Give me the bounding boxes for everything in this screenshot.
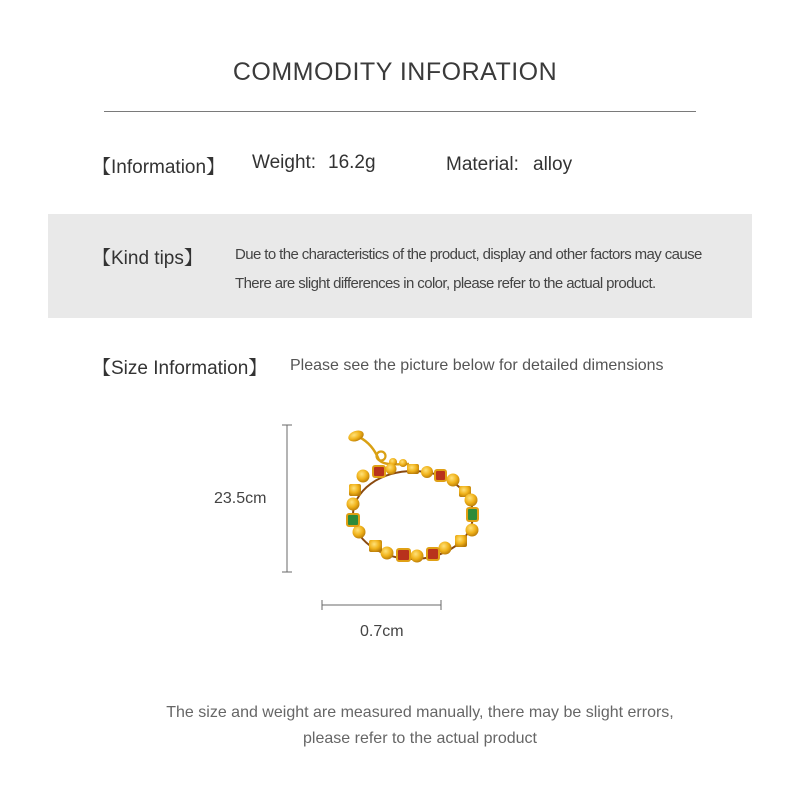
bracelet-clasp — [347, 429, 365, 444]
footer-line-2: please refer to the actual product — [303, 730, 537, 747]
bracelet-chain-link — [399, 459, 407, 467]
weight-label: Weight: — [252, 152, 317, 173]
material-value: alloy — [533, 154, 573, 175]
weight-value: 16.2g — [328, 152, 376, 173]
size-information-label: 【Size Information】 — [92, 358, 268, 379]
bracelet-image — [335, 420, 495, 580]
kind-tips-line-1: Due to the characteristics of the product, display and other factors may cause — [235, 246, 702, 263]
height-dimension-value: 23.5cm — [214, 490, 267, 507]
information-label: 【Information】 — [92, 157, 226, 178]
page-title: COMMODITY INFORATION — [232, 58, 558, 86]
footer-line-1: The size and weight are measured manually, there may be slight errors, — [166, 704, 674, 721]
width-dimension-value: 0.7cm — [360, 623, 404, 640]
kind-tips-line-2: There are slight differences in color, please refer to the actual product. — [235, 275, 656, 292]
size-information-note: Please see the picture below for detailed dimensions — [290, 357, 664, 374]
kind-tips-label: 【Kind tips】 — [92, 248, 203, 269]
bracelet-beads — [347, 464, 479, 563]
material-label: Material: — [446, 154, 519, 175]
